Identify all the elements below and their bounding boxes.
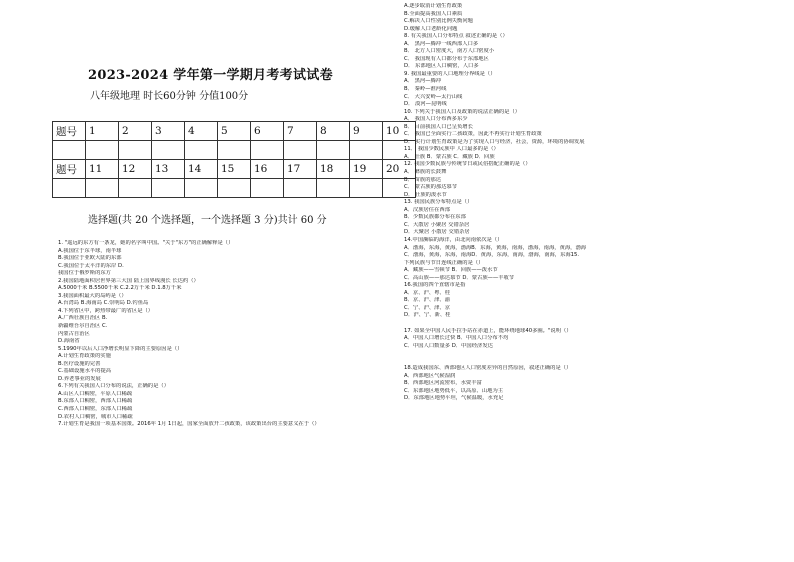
question-line: D． 东部地区人口稠密，人口多 <box>404 63 479 70</box>
question-line: A.5000千米 B.5500千米 C.2.2万千米 D.1.8万千米 <box>58 285 182 292</box>
answer-table-row <box>53 160 416 179</box>
question-line: 6.下列有关我国人口分布的说法，正确的是（） <box>58 383 169 390</box>
question-line: 7.计划生育是我国一项基本国策。2016年 1月 1日起，国家全面放开二孩政策，该政策出台的主要意义在于（） <box>58 421 320 428</box>
question-line: 14.中国濒临的海洋，由北向南依次是（） <box>404 236 503 243</box>
question-line: 9. 我国最重要的人口地理分界线是（） <box>404 70 496 77</box>
question-line: D．沪、宁、新、桂 <box>404 312 451 319</box>
section-heading: 选择题(共 20 个选择题，一个选择题 3 分)共计 60 分 <box>88 215 327 226</box>
answer-cell[interactable] <box>284 141 317 160</box>
question-number: 17 <box>284 160 317 179</box>
question-number: 2 <box>119 122 152 141</box>
question-line: C.我国位于太平洋的东岸 D. <box>58 262 124 269</box>
question-line: B．少数民族都分布在东部 <box>404 214 466 221</box>
question-line: 3.我国面积最大的岛屿是（） <box>58 292 127 299</box>
question-number-label: 题号 <box>53 160 86 179</box>
answer-cell[interactable] <box>350 141 383 160</box>
question-line: 我国位于俄罗斯的东方 <box>58 270 111 277</box>
question-line: B.全面提高我国人口素质 <box>404 10 463 17</box>
answer-cell[interactable] <box>152 141 185 160</box>
question-number: 9 <box>350 122 383 141</box>
question-line: D．大聚居 小散居 交错杂居 <box>404 229 470 236</box>
answer-cell[interactable] <box>251 141 284 160</box>
question-line: C．宁、沪、津、京 <box>404 304 451 311</box>
answer-cell[interactable] <box>284 179 317 198</box>
question-line: B.东部人口稠密，西部人口稀疏 <box>58 398 133 405</box>
question-line: D． 漠河—昆明线 <box>404 101 447 108</box>
answer-cell[interactable] <box>317 179 350 198</box>
question-number-label: 题号 <box>53 122 86 141</box>
question-line: B． 苗族的那达 <box>404 176 442 183</box>
question-line: A．西部地区气候湿润 <box>404 372 456 379</box>
answer-cell[interactable] <box>119 141 152 160</box>
exam-subtitle: 八年级地理 时长60分钟 分值100分 <box>90 91 249 102</box>
question-line: C．东部地区地势低平，以高原、山地为主 <box>404 387 504 394</box>
answer-table-row <box>53 122 416 141</box>
question-line: C． 我国现有人口都分布于东部地区 <box>404 55 489 62</box>
question-number: 10 <box>383 122 416 141</box>
question-line: D.缓解人口老龄化问题 <box>404 25 458 32</box>
question-number: 8 <box>317 122 350 141</box>
question-line: A.计划生育政策的实施 <box>58 353 111 360</box>
answer-cell[interactable] <box>317 141 350 160</box>
question-line <box>404 358 744 366</box>
answer-cell[interactable] <box>218 179 251 198</box>
question-line: C．大散居 小聚居 交错杂居 <box>404 221 470 228</box>
question-number: 14 <box>185 160 218 179</box>
question-line: A．中国人口增长过快 B．中国人口分布不均 <box>404 335 509 342</box>
question-line: 11． 我国少数民族中 人口最多的是（） <box>404 146 499 153</box>
question-line: A． 黑河—腾冲 <box>404 78 442 85</box>
question-line: C． 大兴安岭—太行山线 <box>404 93 463 100</box>
question-number: 15 <box>218 160 251 179</box>
question-line: A.台湾岛 B.海南岛 C.崇明岛 D.钓鱼岛 <box>58 300 149 307</box>
question-line: A.广西壮族自治区 B. <box>58 315 108 322</box>
question-line: 下列民族与节日连线正确的是（） <box>404 259 484 266</box>
question-line: C.基础设施水平的提高 <box>58 368 112 375</box>
question-line: 18.造成我国东、西部地区人口密度差异的自然原因，叙述正确的是（） <box>404 365 572 372</box>
question-line: 新疆维吾尔自治区 C. <box>58 323 108 330</box>
question-line: 16.我国的四个直辖市是指 <box>404 282 466 289</box>
answer-cell[interactable] <box>185 141 218 160</box>
answer-cell[interactable] <box>86 179 119 198</box>
answer-cell[interactable] <box>152 179 185 198</box>
answer-table-row <box>53 179 416 198</box>
question-line <box>404 320 744 328</box>
question-line: C． 蒙古族的那达慕节 <box>404 184 458 191</box>
question-number: 5 <box>218 122 251 141</box>
question-number: 1 <box>86 122 119 141</box>
answer-label-cell <box>53 179 86 198</box>
answer-table-row <box>53 141 416 160</box>
question-line: A． 彝族的长鼓舞 <box>404 169 447 176</box>
left-question-column <box>58 240 388 429</box>
question-line: D.农村人口稠密，城市人口稀疏 <box>58 413 133 420</box>
question-line: 内蒙古自治区 <box>58 330 90 337</box>
question-line: C．渤海，黄海，东海，南海D．黄海，东海，南海，渤海，南海，东海15. <box>404 252 580 259</box>
question-line: A． 壮族 B．蒙古族 C．藏族 D．回族 <box>404 153 495 160</box>
question-line: A．藏族——雪顿节 B．回族——泼水节 <box>404 267 498 274</box>
question-line: D． 壮族的泼水节 <box>404 191 447 198</box>
question-number: 6 <box>251 122 284 141</box>
question-number: 4 <box>185 122 218 141</box>
question-line: A． 我国人口分布西多东少 <box>404 116 468 123</box>
question-line: B．京、沪、津、渝 <box>404 297 451 304</box>
question-number: 11 <box>86 160 119 179</box>
question-number: 13 <box>152 160 185 179</box>
question-line: B．西部地区河流密布，水资丰富 <box>404 380 482 387</box>
question-number: 7 <box>284 122 317 141</box>
question-line: C．中国人口数量多 D．中国经济发达 <box>404 342 493 349</box>
question-line: D.养老事业的发展 <box>58 375 101 382</box>
question-line: A．京、沪、粤、桂 <box>404 289 450 296</box>
question-line: A.我国位于东半球，南半球 <box>58 247 122 254</box>
question-number: 19 <box>350 160 383 179</box>
question-line: D.海南省 <box>58 338 80 345</box>
question-line: D．东部地区地势平坦，气候温暖，水充足 <box>404 395 504 402</box>
question-line: 8. 有关我国人口分布特点 叙述正确的是（） <box>404 33 508 40</box>
question-line: 12. 我国少数民族与传统节日或民俗搭配正确的是（） <box>404 161 531 168</box>
answer-cell[interactable] <box>119 179 152 198</box>
question-line: 17. 如果全中国人民手拉手站在赤道上，能环绕地球40多圈。"说明（） <box>404 327 572 334</box>
answer-label-cell <box>53 141 86 160</box>
question-line: 10. 下列关于我国人口及政策的说法正确的是（） <box>404 108 521 115</box>
question-line: 1. "遥远的东方有一条龙，她的名字叫中国。"关于"东方"的正确解释是（） <box>58 240 234 246</box>
question-line: A．汉族居住在西部 <box>404 206 450 213</box>
answer-cell[interactable] <box>251 179 284 198</box>
answer-cell[interactable] <box>350 179 383 198</box>
answer-cell[interactable] <box>218 141 251 160</box>
question-number: 12 <box>119 160 152 179</box>
answer-cell[interactable] <box>185 179 218 198</box>
question-line: 2.我国陆地面积居世界第三大国 陆上国界线漫长 长达约（） <box>58 277 199 284</box>
answer-cell[interactable] <box>86 141 119 160</box>
question-line: B.我国位于亚欧大陆的东部 <box>58 255 122 262</box>
question-line: B． 秦岭—淮河线 <box>404 86 447 93</box>
question-line: 13. 我国民族分布特点是（） <box>404 199 473 206</box>
question-number: 16 <box>251 160 284 179</box>
question-line <box>404 350 744 358</box>
question-line: 5.1990年以后人口净增长明显下降的主要原因是（） <box>58 345 183 352</box>
question-line: C．高山族——那达慕节 D．蒙古族——丰收节 <box>404 274 515 281</box>
question-line: B． 北方人口密度大，南方人口密度小 <box>404 48 495 55</box>
question-line: A.山区人口稠密，平原人口稀疏 <box>58 390 133 397</box>
question-line: B.医疗设施的完善 <box>58 360 101 367</box>
question-line: C． 我国已全面实行二孩政策，因此不再实行计划生育政策 <box>404 131 542 138</box>
question-line: A.逐步取消计划生育政策 <box>404 3 463 9</box>
question-number: 20 <box>383 160 416 179</box>
question-line: 4.下列省区中，跨热带最广的省区是（） <box>58 307 154 314</box>
question-line: A．渤海，东海，黄海，渤海B．东海，黄海，南海，渤海，南海，黄海，渤海 <box>404 244 587 251</box>
question-line: C.西部人口稠密，东部人口稀疏 <box>58 406 133 413</box>
question-line: B． 目前我国人口已呈负增长 <box>404 123 473 130</box>
question-number: 3 <box>152 122 185 141</box>
question-line: C.解决人口性别比例失衡问题 <box>404 18 473 25</box>
answer-table <box>52 121 416 198</box>
question-number: 18 <box>317 160 350 179</box>
right-question-column <box>404 3 744 403</box>
exam-title: 2023-2024 学年第一学期月考考试试卷 <box>88 68 333 83</box>
question-line: A． 黑河—腾冲一线西部人口多 <box>404 40 479 47</box>
question-line: D． 实行计划生育政策是为了实现人口与经济，社会，资源，环境的协调发展 <box>404 138 585 145</box>
